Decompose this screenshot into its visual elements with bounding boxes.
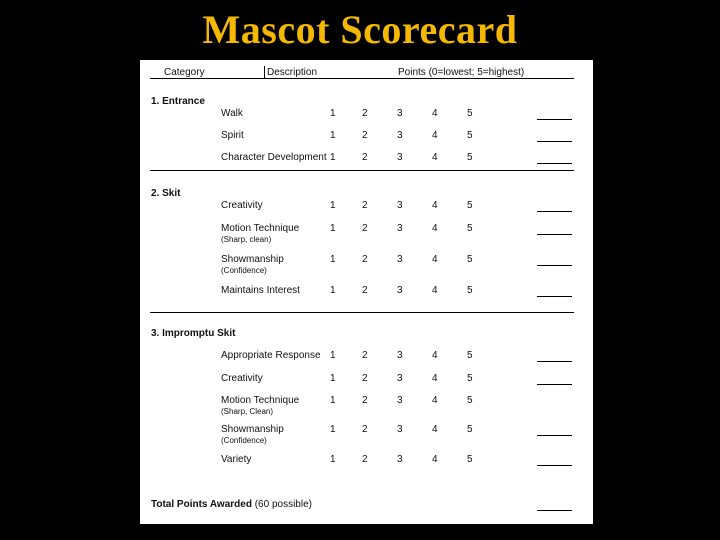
score-option[interactable]: 5 bbox=[467, 152, 473, 163]
score-option[interactable]: 4 bbox=[432, 424, 438, 435]
score-option[interactable]: 1 bbox=[330, 223, 336, 234]
score-option[interactable]: 1 bbox=[330, 285, 336, 296]
score-option[interactable]: 2 bbox=[362, 285, 368, 296]
score-blank[interactable] bbox=[537, 141, 572, 142]
criterion-label: Creativity bbox=[221, 200, 263, 211]
score-option[interactable]: 3 bbox=[397, 130, 403, 141]
score-option[interactable]: 2 bbox=[362, 424, 368, 435]
criterion-note: (Sharp, Clean) bbox=[221, 407, 274, 416]
total-note: (60 possible) bbox=[254, 499, 312, 510]
criterion-note: (Sharp, clean) bbox=[221, 235, 272, 244]
score-option[interactable]: 3 bbox=[397, 152, 403, 163]
criterion-label: Walk bbox=[221, 108, 243, 119]
score-option[interactable]: 2 bbox=[362, 152, 368, 163]
score-option[interactable]: 1 bbox=[330, 130, 336, 141]
criterion-label: Character Development bbox=[221, 152, 327, 163]
score-blank[interactable] bbox=[537, 361, 572, 362]
score-option[interactable]: 3 bbox=[397, 223, 403, 234]
score-option[interactable]: 2 bbox=[362, 350, 368, 361]
criterion-label: Maintains Interest bbox=[221, 285, 300, 296]
score-option[interactable]: 4 bbox=[432, 223, 438, 234]
score-option[interactable]: 5 bbox=[467, 454, 473, 465]
scorecard-sheet bbox=[140, 60, 593, 524]
score-blank[interactable] bbox=[537, 234, 572, 235]
score-option[interactable]: 2 bbox=[362, 454, 368, 465]
score-option[interactable]: 3 bbox=[397, 285, 403, 296]
score-option[interactable]: 4 bbox=[432, 254, 438, 265]
score-option[interactable]: 5 bbox=[467, 285, 473, 296]
score-option[interactable]: 5 bbox=[467, 395, 473, 406]
score-option[interactable]: 1 bbox=[330, 373, 336, 384]
score-option[interactable]: 5 bbox=[467, 254, 473, 265]
section-heading: 2. Skit bbox=[151, 188, 181, 199]
score-option[interactable]: 2 bbox=[362, 395, 368, 406]
score-option[interactable]: 1 bbox=[330, 108, 336, 119]
score-option[interactable]: 4 bbox=[432, 350, 438, 361]
score-blank[interactable] bbox=[537, 296, 572, 297]
score-blank[interactable] bbox=[537, 119, 572, 120]
score-option[interactable]: 1 bbox=[330, 254, 336, 265]
section-heading: 1. Entrance bbox=[151, 96, 205, 107]
score-option[interactable]: 1 bbox=[330, 350, 336, 361]
section-heading: 3. Impromptu Skit bbox=[151, 328, 236, 339]
total-blank[interactable] bbox=[537, 510, 572, 511]
score-option[interactable]: 5 bbox=[467, 223, 473, 234]
header-description: Description bbox=[267, 67, 318, 78]
score-option[interactable]: 1 bbox=[330, 152, 336, 163]
score-blank[interactable] bbox=[537, 384, 572, 385]
score-option[interactable]: 1 bbox=[330, 395, 336, 406]
header-category: Category bbox=[164, 67, 205, 78]
criterion-label: Motion Technique bbox=[221, 395, 300, 406]
score-option[interactable]: 1 bbox=[330, 454, 336, 465]
score-option[interactable]: 3 bbox=[397, 424, 403, 435]
section-divider bbox=[150, 170, 574, 171]
criterion-label: Spirit bbox=[221, 130, 244, 141]
score-option[interactable]: 4 bbox=[432, 130, 438, 141]
score-option[interactable]: 2 bbox=[362, 373, 368, 384]
score-option[interactable]: 4 bbox=[432, 200, 438, 211]
score-option[interactable]: 1 bbox=[330, 200, 336, 211]
score-option[interactable]: 3 bbox=[397, 254, 403, 265]
score-option[interactable]: 2 bbox=[362, 130, 368, 141]
score-option[interactable]: 5 bbox=[467, 108, 473, 119]
header-divider bbox=[264, 66, 265, 78]
criterion-label: Showmanship bbox=[221, 254, 284, 265]
criterion-label: Appropriate Response bbox=[221, 350, 321, 361]
score-option[interactable]: 5 bbox=[467, 373, 473, 384]
score-option[interactable]: 2 bbox=[362, 200, 368, 211]
criterion-note: (Confidence) bbox=[221, 266, 267, 275]
criterion-label: Creativity bbox=[221, 373, 263, 384]
score-option[interactable]: 4 bbox=[432, 373, 438, 384]
score-blank[interactable] bbox=[537, 465, 572, 466]
score-option[interactable]: 4 bbox=[432, 152, 438, 163]
total-row bbox=[151, 499, 312, 511]
score-option[interactable]: 2 bbox=[362, 108, 368, 119]
score-option[interactable]: 3 bbox=[397, 200, 403, 211]
score-blank[interactable] bbox=[537, 265, 572, 266]
score-option[interactable]: 5 bbox=[467, 424, 473, 435]
score-option[interactable]: 3 bbox=[397, 108, 403, 119]
criterion-label: Variety bbox=[221, 454, 252, 465]
score-option[interactable]: 1 bbox=[330, 424, 336, 435]
score-option[interactable]: 4 bbox=[432, 395, 438, 406]
page-title: Mascot Scorecard bbox=[202, 7, 518, 52]
score-option[interactable]: 5 bbox=[467, 130, 473, 141]
header-rule bbox=[150, 78, 574, 79]
header-points: Points (0=lowest; 5=highest) bbox=[398, 67, 525, 78]
score-option[interactable]: 5 bbox=[467, 350, 473, 361]
score-option[interactable]: 4 bbox=[432, 108, 438, 119]
score-option[interactable]: 3 bbox=[397, 395, 403, 406]
score-option[interactable]: 3 bbox=[397, 350, 403, 361]
score-option[interactable]: 2 bbox=[362, 254, 368, 265]
total-label: Total Points Awarded bbox=[151, 499, 252, 510]
score-blank[interactable] bbox=[537, 211, 572, 212]
criterion-label: Motion Technique bbox=[221, 223, 300, 234]
criterion-label: Showmanship bbox=[221, 424, 284, 435]
score-option[interactable]: 3 bbox=[397, 454, 403, 465]
score-option[interactable]: 4 bbox=[432, 285, 438, 296]
score-option[interactable]: 4 bbox=[432, 454, 438, 465]
score-option[interactable]: 3 bbox=[397, 373, 403, 384]
score-option[interactable]: 2 bbox=[362, 223, 368, 234]
criterion-note: (Confidence) bbox=[221, 436, 267, 445]
section-divider bbox=[150, 312, 574, 313]
score-blank[interactable] bbox=[537, 163, 572, 164]
score-option[interactable]: 5 bbox=[467, 200, 473, 211]
score-blank[interactable] bbox=[537, 435, 572, 436]
